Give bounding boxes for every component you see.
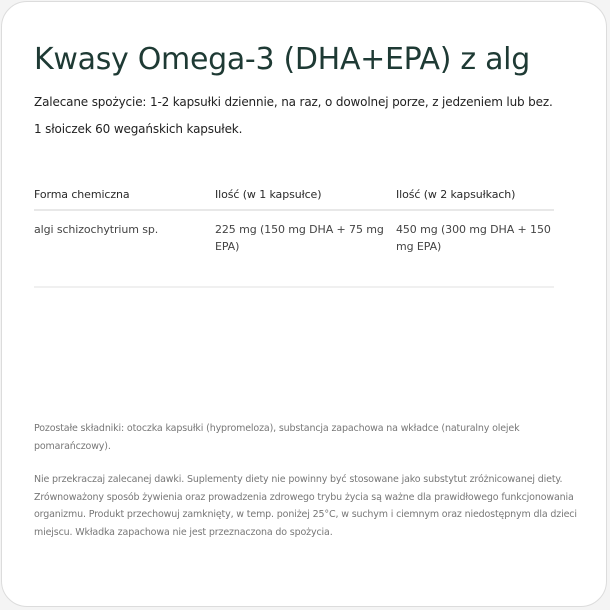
header-chemical-form: Forma chemiczna	[34, 188, 130, 201]
cell-amount-2-capsules: 450 mg (300 mg DHA + 150 mg EPA)	[396, 223, 551, 253]
recommended-intake: Zalecane spożycie: 1-2 kapsułki dziennie, na raz, o dowolnej porze, z jedzeniem lub bez.	[34, 95, 553, 109]
product-title: Kwasy Omega-3 (DHA+EPA) z alg	[34, 42, 530, 77]
package-contents: 1 słoiczek 60 wegańskich kapsułek.	[34, 122, 243, 136]
composition-table	[34, 188, 554, 288]
header-amount-2-capsules: Ilość (w 2 kapsułkach)	[396, 188, 516, 201]
header-amount-1-capsule: Ilość (w 1 kapsułce)	[215, 188, 322, 201]
product-info-card	[1, 1, 607, 607]
table-row	[34, 211, 554, 288]
other-ingredients-note: Pozostałe składniki: otoczka kapsułki (hypromeloza), substancja zapachowa na wkładce (naturalny olejek pomarańczowy).	[34, 423, 520, 452]
warning-note: Nie przekraczaj zalecanej dawki. Suplementy diety nie powinny być stosowane jako substytut zróżnicowanej diety. Zrównoważony sposób żywienia oraz prowadzenia zdrowego trybu życia są ważne dla prawidłowego funkcjonowania organizmu. Produkt przechowuj zamknięty, w temp. poniżej 25°C, w suchym i ciemnym oraz niedostępnym dla dzieci miejscu. Wkładka zapachowa nie jest przeznaczona do spożycia.	[34, 474, 577, 538]
cell-amount-1-capsule: 225 mg (150 mg DHA + 75 mg EPA)	[215, 223, 384, 253]
table-header-row	[34, 188, 554, 211]
cell-chemical-form: algi schizochytrium sp.	[34, 223, 159, 236]
